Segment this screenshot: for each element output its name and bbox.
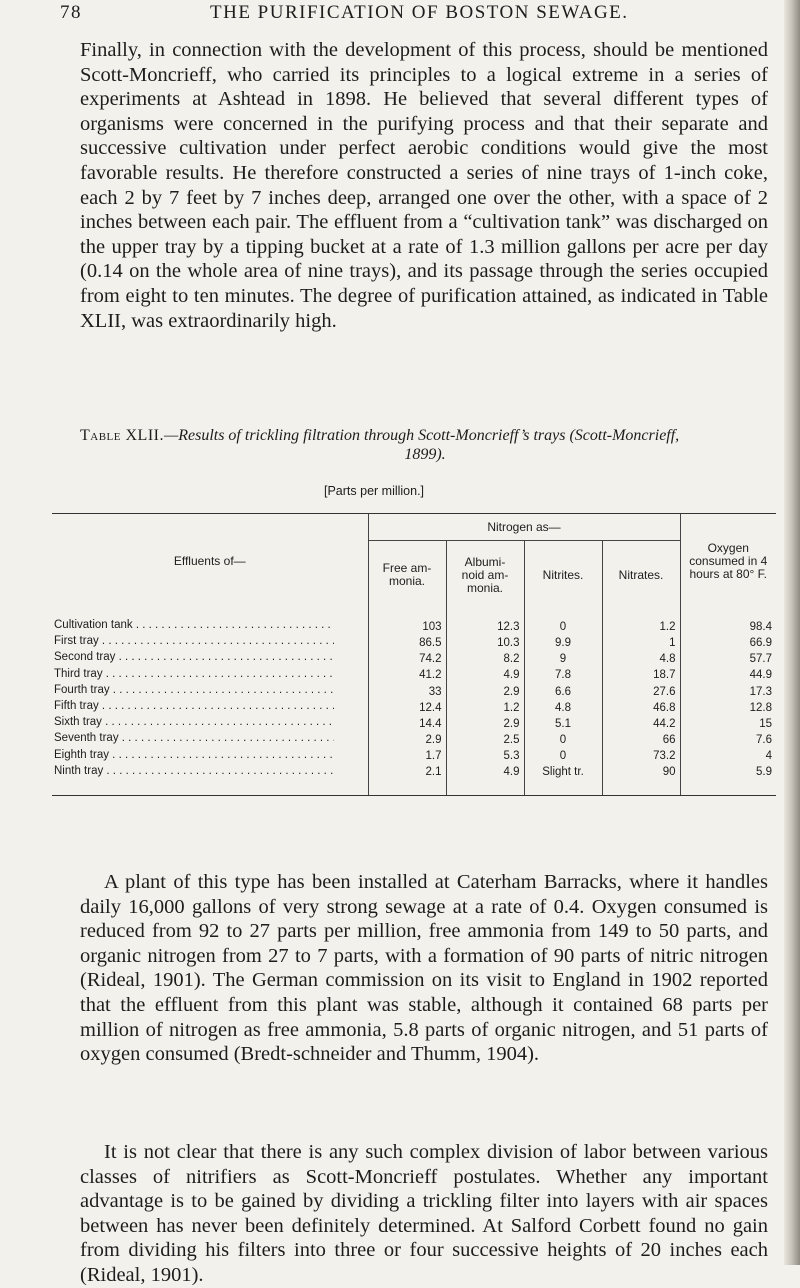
cell-free-ammonia: 12.4 bbox=[368, 700, 446, 716]
row-label: Fourth tray . . . bbox=[52, 684, 368, 700]
cell-nitrites: 0 bbox=[524, 609, 602, 635]
cell-albuminoid-ammonia: 1.2 bbox=[446, 700, 524, 716]
oxygen-header: Oxygen consumed in 4 hours at 80° F. bbox=[680, 514, 776, 610]
table-row bbox=[52, 651, 776, 667]
cell-albuminoid-ammonia: 4.9 bbox=[446, 765, 524, 796]
cell-nitrates: 18.7 bbox=[602, 668, 680, 684]
col-nitrites: Nitrites. bbox=[524, 541, 602, 610]
cell-nitrites: 0 bbox=[524, 732, 602, 748]
cell-albuminoid-ammonia: 8.2 bbox=[446, 651, 524, 667]
col-free-ammonia: Free am- monia. bbox=[368, 541, 446, 610]
running-head bbox=[60, 2, 760, 30]
table-caption bbox=[80, 426, 770, 463]
cell-nitrates: 4.8 bbox=[602, 651, 680, 667]
table-row bbox=[52, 609, 776, 635]
cell-albuminoid-ammonia: 10.3 bbox=[446, 635, 524, 651]
cell-free-ammonia: 2.9 bbox=[368, 732, 446, 748]
cell-albuminoid-ammonia: 2.9 bbox=[446, 684, 524, 700]
table-row bbox=[52, 700, 776, 716]
cell-nitrites: 6.6 bbox=[524, 684, 602, 700]
cell-nitrates: 90 bbox=[602, 765, 680, 796]
cell-albuminoid-ammonia: 4.9 bbox=[446, 668, 524, 684]
cell-oxygen: 44.9 bbox=[680, 668, 776, 684]
cell-free-ammonia: 2.1 bbox=[368, 765, 446, 796]
row-label: Eighth tray . . . bbox=[52, 749, 368, 765]
units-note: [Parts per million.] bbox=[324, 484, 425, 498]
row-label: Ninth tray . . . bbox=[52, 765, 368, 796]
cell-nitrites: 0 bbox=[524, 749, 602, 765]
table-row bbox=[52, 716, 776, 732]
table-label: Table XLII. bbox=[80, 427, 164, 444]
cell-nitrates: 46.8 bbox=[602, 700, 680, 716]
cell-nitrites: 9 bbox=[524, 651, 602, 667]
row-label: Cultivation tank . . . bbox=[52, 609, 368, 635]
cell-oxygen: 7.6 bbox=[680, 732, 776, 748]
cell-free-ammonia: 1.7 bbox=[368, 749, 446, 765]
cell-oxygen: 15 bbox=[680, 716, 776, 732]
col-albuminoid-ammonia: Albumi- noid am- monia. bbox=[446, 541, 524, 610]
paragraph-caterham: A plant of this type has been installed at Caterham Barracks, where it handles daily 16,000 gallons of very strong sewage at a rate of 0.4. Oxygen consumed is reduced from 92 to 27 parts per million, free ammonia from 149 to 50 parts, and organic nitrogen from 27 to 7 parts, with a formation of 90 parts of nitric nitrogen (Rideal, 1901). The German commission on its visit to England in 1902 reported that the effluent from this plant was stable, although it contained 68 parts per million of nitrogen as free ammonia, 5.8 parts of organic nitrogen, and 51 parts of oxygen consumed (Bredt-schneider and Thumm, 1904). bbox=[80, 871, 768, 1066]
cell-nitrites: 7.8 bbox=[524, 668, 602, 684]
cell-nitrates: 73.2 bbox=[602, 749, 680, 765]
table-row bbox=[52, 749, 776, 765]
paragraph-scott-moncrieff: Finally, in connection with the development of this process, should be mentioned Scott-Moncrieff, who carried its principles to a logical extreme in a series of experiments at Ashtead in 1898. He believed that several different types of organisms were concerned in the purifying process and that their separate and successive cultivation under perfect aerobic conditions would give the most favorable results. He therefore constructed a series of nine trays of 1-inch coke, each 2 by 7 feet by 7 inches deep, arranged one over the other, with a space of 2 inches between each pair. The effluent from a “cultivation tank” was discharged on the upper tray by a tipping bucket at a rate of 1.3 million gallons per acre per day (0.14 on the whole area of nine trays), and its passage through the series occupied from eight to ten minutes. The degree of purification attained, as indicated in Table XLII, was extraordinarily high. bbox=[80, 39, 768, 332]
cell-oxygen: 57.7 bbox=[680, 651, 776, 667]
nitrogen-group-header: Nitrogen as— bbox=[368, 514, 680, 541]
cell-nitrates: 27.6 bbox=[602, 684, 680, 700]
paragraph-division-of-labor: It is not clear that there is any such complex division of labor between various classes of nitrifiers as Scott-Moncrieff postulates. Whether any important advantage is to be gained by dividing a trickling filter into layers with air spaces between has never been definitely determined. At Salford Corbett found no gain from dividing his filters into three or four successive heights of 20 inches each (Rideal, 1901). bbox=[80, 1141, 768, 1286]
cell-free-ammonia: 33 bbox=[368, 684, 446, 700]
cell-nitrites: 5.1 bbox=[524, 716, 602, 732]
cell-oxygen: 17.3 bbox=[680, 684, 776, 700]
table-row bbox=[52, 668, 776, 684]
cell-albuminoid-ammonia: 5.3 bbox=[446, 749, 524, 765]
cell-albuminoid-ammonia: 2.5 bbox=[446, 732, 524, 748]
cell-nitrates: 1.2 bbox=[602, 609, 680, 635]
results-table bbox=[52, 513, 776, 796]
cell-nitrates: 44.2 bbox=[602, 716, 680, 732]
row-label: Sixth tray . . . bbox=[52, 716, 368, 732]
table-row bbox=[52, 732, 776, 748]
table-row bbox=[52, 765, 776, 796]
row-label: Third tray . . . bbox=[52, 668, 368, 684]
page-edge bbox=[784, 0, 800, 1265]
row-label: First tray . . . bbox=[52, 635, 368, 651]
cell-oxygen: 98.4 bbox=[680, 609, 776, 635]
row-label: Second tray . . . bbox=[52, 651, 368, 667]
table-title: —Results of trickling filtration through Scott-Moncrieff’s trays (Scott-Moncrieff, bbox=[163, 427, 680, 444]
row-label: Fifth tray . . . bbox=[52, 700, 368, 716]
cell-oxygen: 4 bbox=[680, 749, 776, 765]
table-title-year: 1899). bbox=[404, 446, 446, 463]
cell-nitrites: 9.9 bbox=[524, 635, 602, 651]
row-header: Effluents of— bbox=[52, 514, 368, 610]
cell-nitrites: Slight tr. bbox=[524, 765, 602, 796]
cell-free-ammonia: 103 bbox=[368, 609, 446, 635]
cell-albuminoid-ammonia: 2.9 bbox=[446, 716, 524, 732]
cell-oxygen: 66.9 bbox=[680, 635, 776, 651]
table-body bbox=[52, 609, 776, 795]
col-nitrates: Nitrates. bbox=[602, 541, 680, 610]
cell-nitrites: 4.8 bbox=[524, 700, 602, 716]
table-row bbox=[52, 684, 776, 700]
cell-albuminoid-ammonia: 12.3 bbox=[446, 609, 524, 635]
cell-nitrates: 1 bbox=[602, 635, 680, 651]
cell-free-ammonia: 41.2 bbox=[368, 668, 446, 684]
cell-nitrates: 66 bbox=[602, 732, 680, 748]
cell-free-ammonia: 14.4 bbox=[368, 716, 446, 732]
cell-oxygen: 5.9 bbox=[680, 765, 776, 796]
page-number: 78 bbox=[60, 2, 82, 23]
row-label: Seventh tray . . . bbox=[52, 732, 368, 748]
cell-free-ammonia: 74.2 bbox=[368, 651, 446, 667]
cell-oxygen: 12.8 bbox=[680, 700, 776, 716]
table-row bbox=[52, 635, 776, 651]
running-title: THE PURIFICATION OF BOSTON SEWAGE. bbox=[210, 2, 629, 23]
cell-free-ammonia: 86.5 bbox=[368, 635, 446, 651]
